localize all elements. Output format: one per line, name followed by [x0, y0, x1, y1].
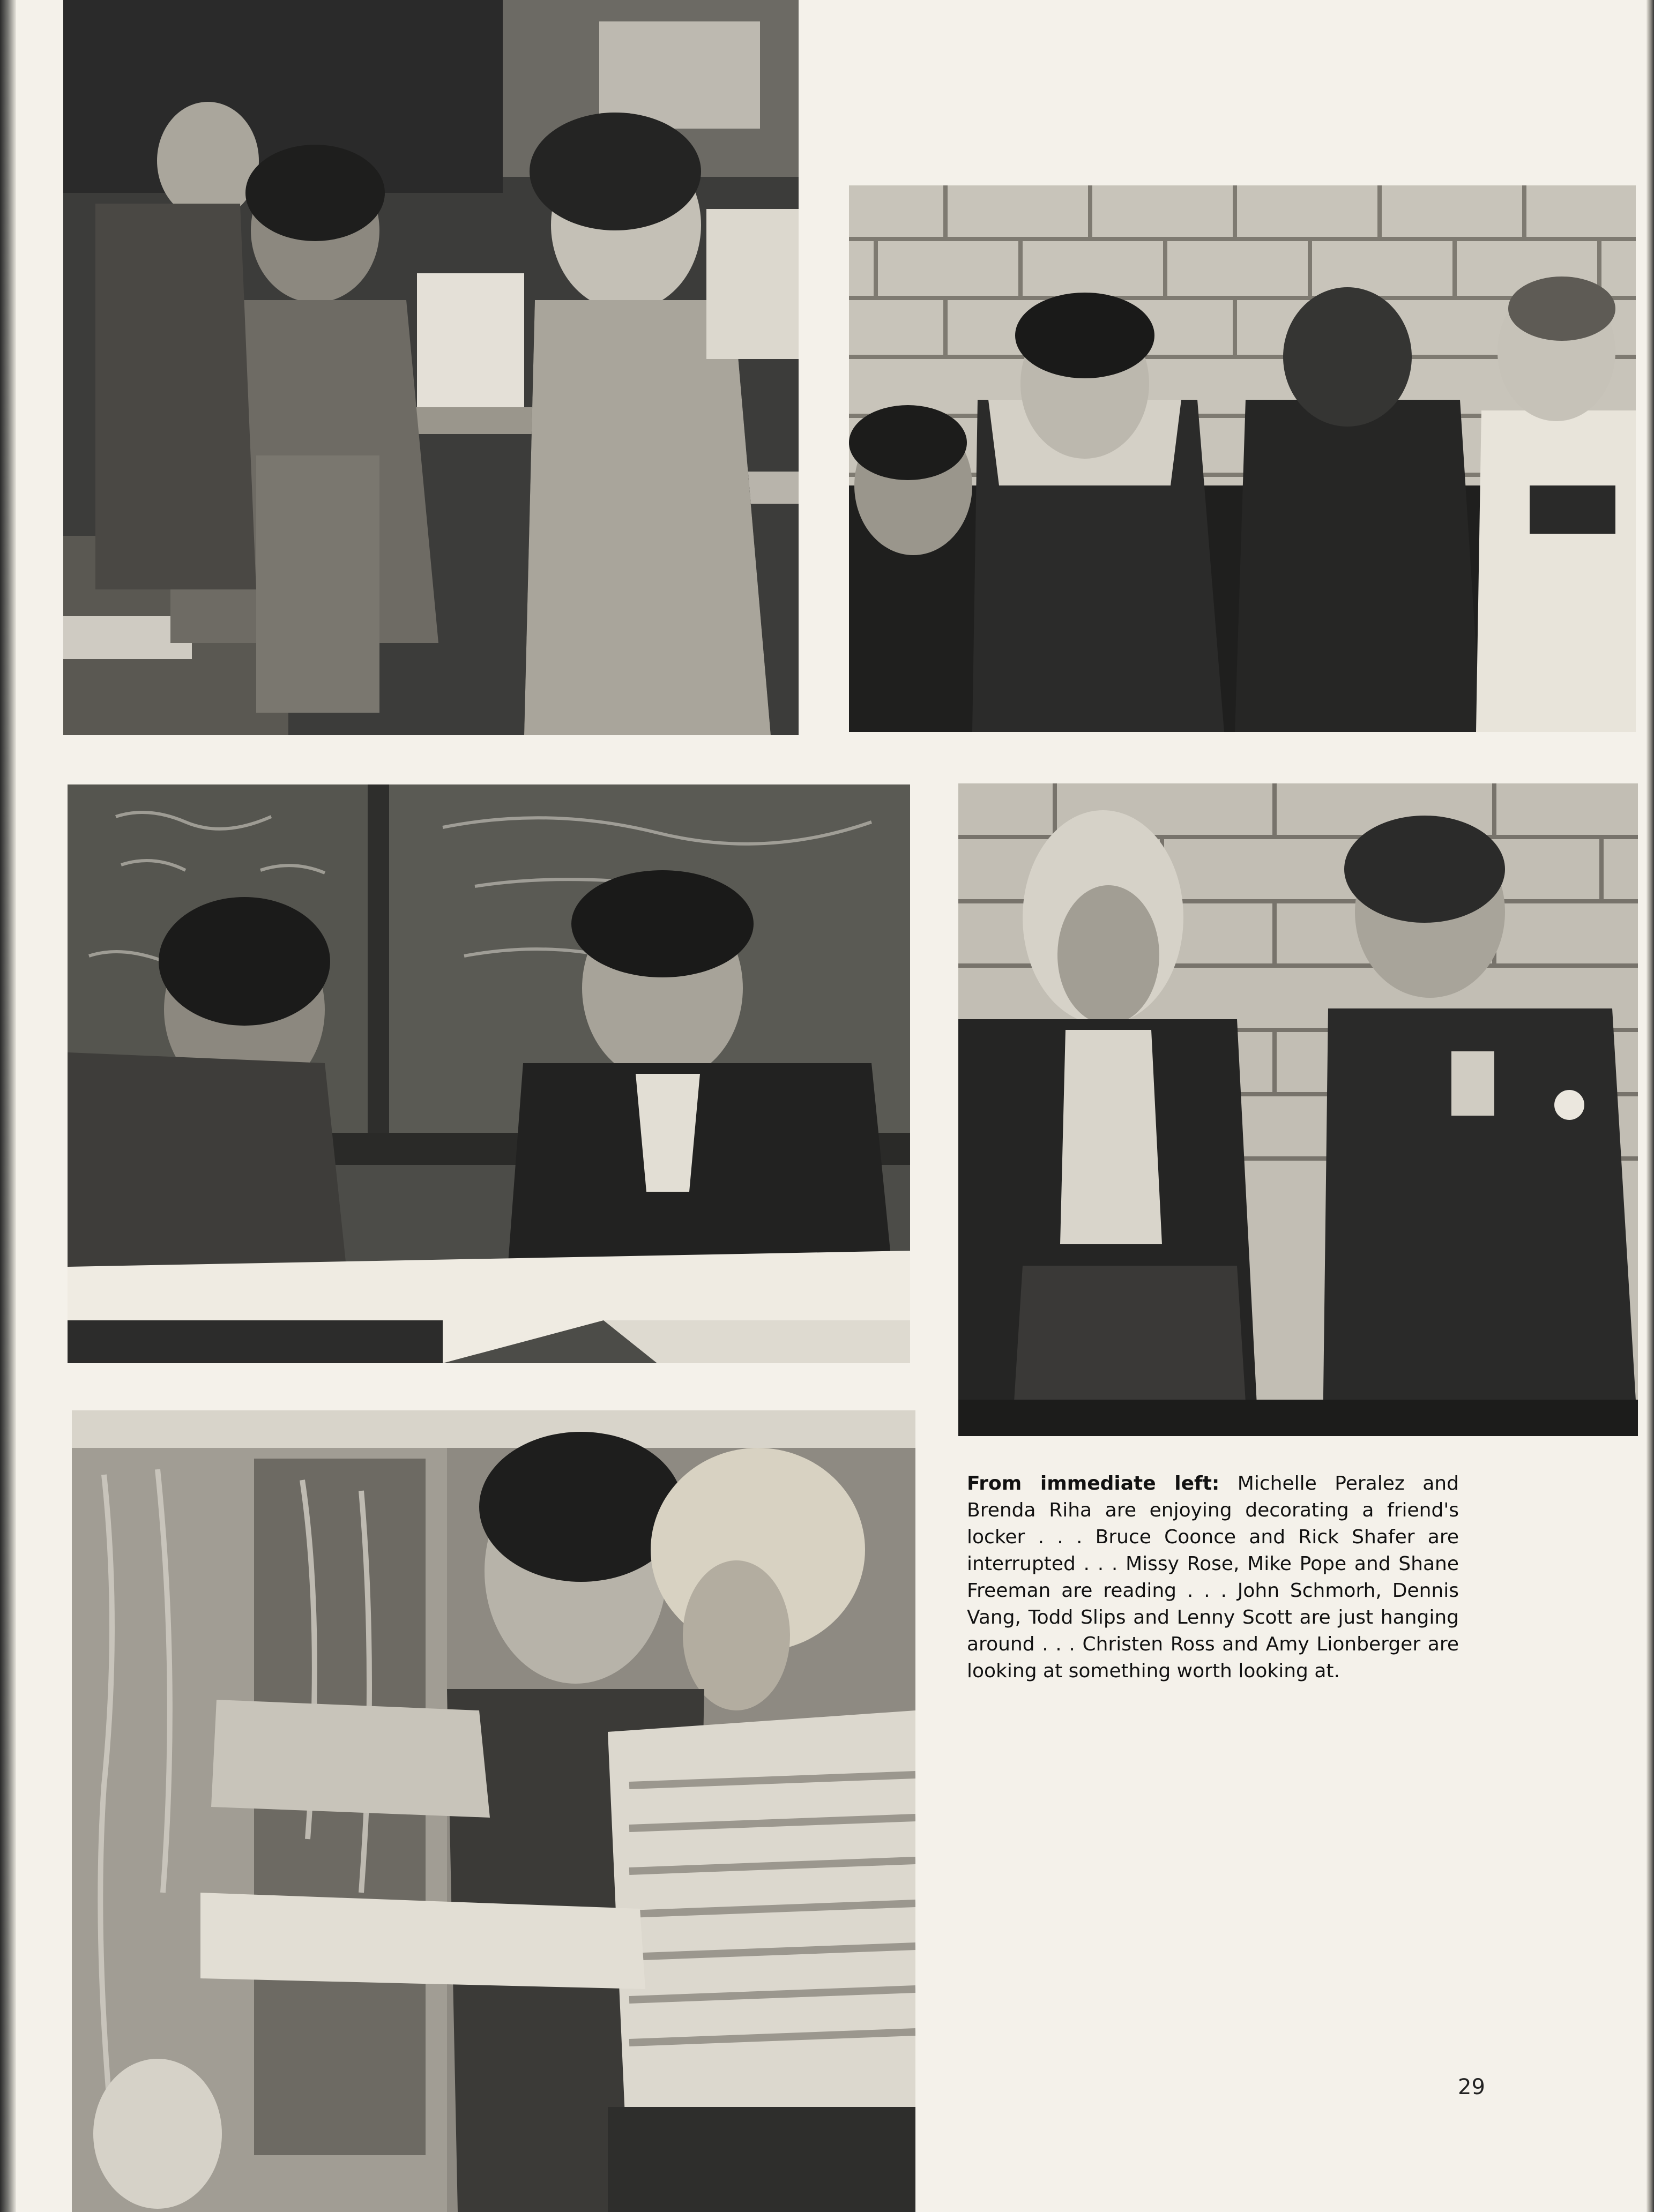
photo-looking [958, 783, 1638, 1436]
photo-interrupted [68, 784, 910, 1363]
caption-lead: From immediate left: [967, 1473, 1220, 1494]
page-right-edge [1646, 0, 1654, 2212]
photo-reading [63, 0, 799, 735]
photo-locker [72, 1410, 915, 2212]
page-number: 29 [1458, 2075, 1485, 2099]
photo-caption [967, 1470, 1459, 1685]
photo-hanging-around [849, 185, 1636, 732]
page-binding-edge [0, 0, 16, 2212]
caption-body: Michelle Peralez and Brenda Riha are enjoying decorating a friend's locker . . . Bruce Coonce and Rick Shafer are interrupted . . . Missy Rose, Mike Pope and Shane Freeman are reading . . . John Schmorh, Dennis Vang, Todd Slips and Lenny Scott are just hanging around . . . Christen Ross and Amy Lionberger are looking at something worth looking at. [967, 1473, 1459, 1682]
